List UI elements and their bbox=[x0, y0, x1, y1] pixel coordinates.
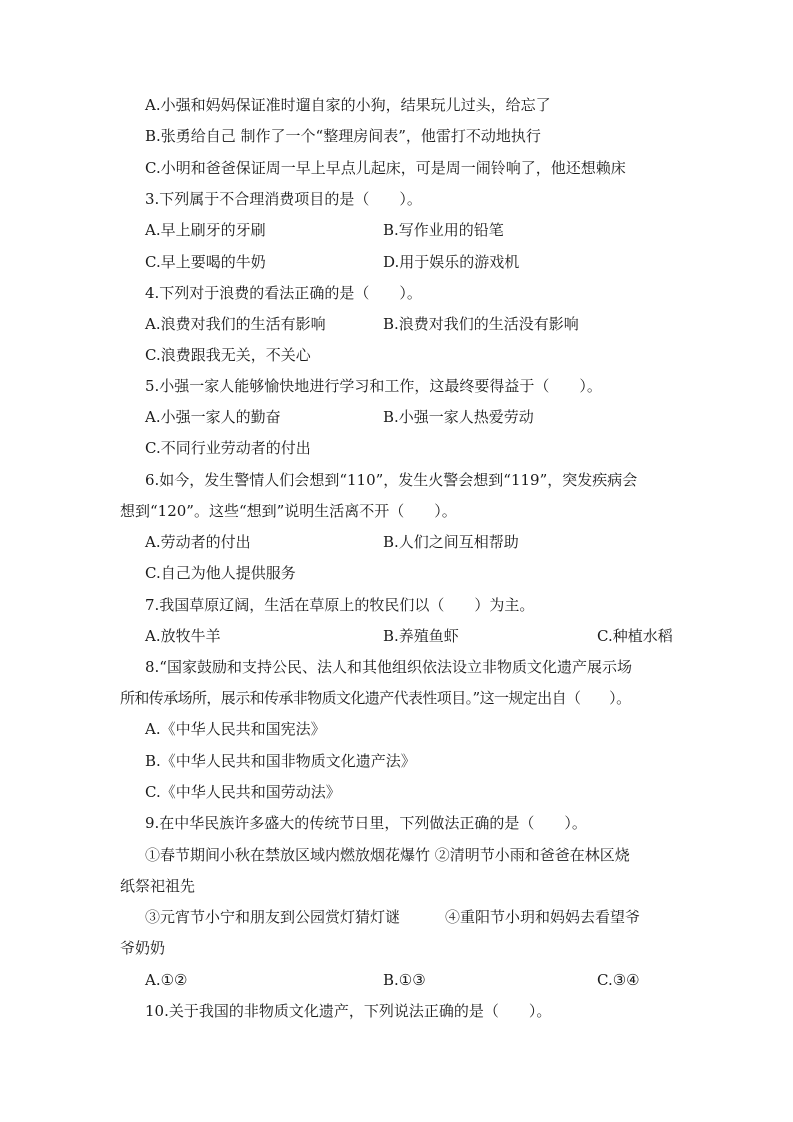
q7-option-c: C.种植水稻 bbox=[597, 627, 673, 645]
question-5-stem: 5.小强一家人能够愉快地进行学习和工作，这最终要得益于（ ）。 bbox=[145, 377, 602, 395]
question-10-stem: 10.关于我国的非物质文化遗产，下列说法正确的是（ ）。 bbox=[145, 1002, 552, 1020]
option-c: C.小明和爸爸保证周一早上早点儿起床，可是周一闹铃响了，他还想赖床 bbox=[145, 159, 626, 177]
question-6-stem-line1: 6.如今，发生警情人们会想到“110”，发生火警会想到“119”，突发疾病会 bbox=[145, 471, 638, 489]
q9-option-a: A.①② bbox=[145, 971, 188, 989]
q7-option-a: A.放牧牛羊 bbox=[145, 627, 221, 645]
q8-option-a: A.《中华人民共和国宪法》 bbox=[145, 720, 326, 738]
q6-option-c: C.自己为他人提供服务 bbox=[145, 564, 296, 582]
question-7-stem: 7.我国草原辽阔，生活在草原上的牧民们以（ ）为主。 bbox=[145, 596, 535, 614]
question-3-stem: 3.下列属于不合理消费项目的是（ ）。 bbox=[145, 190, 422, 208]
q3-option-d: D.用于娱乐的游戏机 bbox=[383, 253, 520, 271]
q5-option-a: A.小强一家人的勤奋 bbox=[145, 408, 281, 426]
q9-option-b: B.①③ bbox=[383, 971, 426, 989]
q3-option-c: C.早上要喝的牛奶 bbox=[145, 253, 266, 271]
question-4-stem: 4.下列对于浪费的看法正确的是（ ）。 bbox=[145, 284, 422, 302]
q6-option-b: B.人们之间互相帮助 bbox=[383, 533, 519, 551]
q8-option-c: C.《中华人民共和国劳动法》 bbox=[145, 783, 341, 801]
q7-option-b: B.养殖鱼虾 bbox=[383, 627, 459, 645]
q4-option-a: A.浪费对我们的生活有影响 bbox=[145, 315, 326, 333]
q9-items-1-2-line1: ①春节期间小秋在禁放区域内燃放烟花爆竹 ②清明节小雨和爸爸在林区烧 bbox=[145, 846, 630, 864]
q3-option-a: A.早上刷牙的牙刷 bbox=[145, 221, 266, 239]
q3-option-b: B.写作业用的铅笔 bbox=[383, 221, 504, 239]
q5-option-b: B.小强一家人热爱劳动 bbox=[383, 408, 534, 426]
option-a: A.小强和妈妈保证准时遛自家的小狗，结果玩儿过头，给忘了 bbox=[145, 96, 551, 114]
q9-option-c: C.③④ bbox=[597, 971, 640, 989]
q9-items-3-4-line2: 爷奶奶 bbox=[120, 939, 166, 957]
question-8-stem-line1: 8.“国家鼓励和支持公民、法人和其他组织依法设立非物质文化遗产展示场 bbox=[145, 658, 632, 676]
q4-option-b: B.浪费对我们的生活没有影响 bbox=[383, 315, 579, 333]
question-6-stem-line2: 想到“120”。这些“想到”说明生活离不开（ ）。 bbox=[120, 502, 457, 520]
q8-option-b: B.《中华人民共和国非物质文化遗产法》 bbox=[145, 752, 416, 770]
q9-items-1-2-line2: 纸祭祀祖先 bbox=[120, 877, 196, 895]
q9-items-3-4-line1: ③元宵节小宁和朋友到公园赏灯猜灯谜 ④重阳节小玥和妈妈去看望爷 bbox=[145, 908, 641, 926]
question-9-stem: 9.在中华民族许多盛大的传统节日里，下列做法正确的是（ ）。 bbox=[145, 814, 587, 832]
question-8-stem-line2: 所和传承场所，展示和传承非物质文化遗产代表性项目。”这一规定出自（ ）。 bbox=[120, 689, 631, 707]
q6-option-a: A.劳动者的付出 bbox=[145, 533, 251, 551]
q4-option-c: C.浪费跟我无关，不关心 bbox=[145, 346, 311, 364]
q5-option-c: C.不同行业劳动者的付出 bbox=[145, 439, 311, 457]
option-b: B.张勇给自己 制作了一个“整理房间表”，他雷打不动地执行 bbox=[145, 127, 541, 145]
